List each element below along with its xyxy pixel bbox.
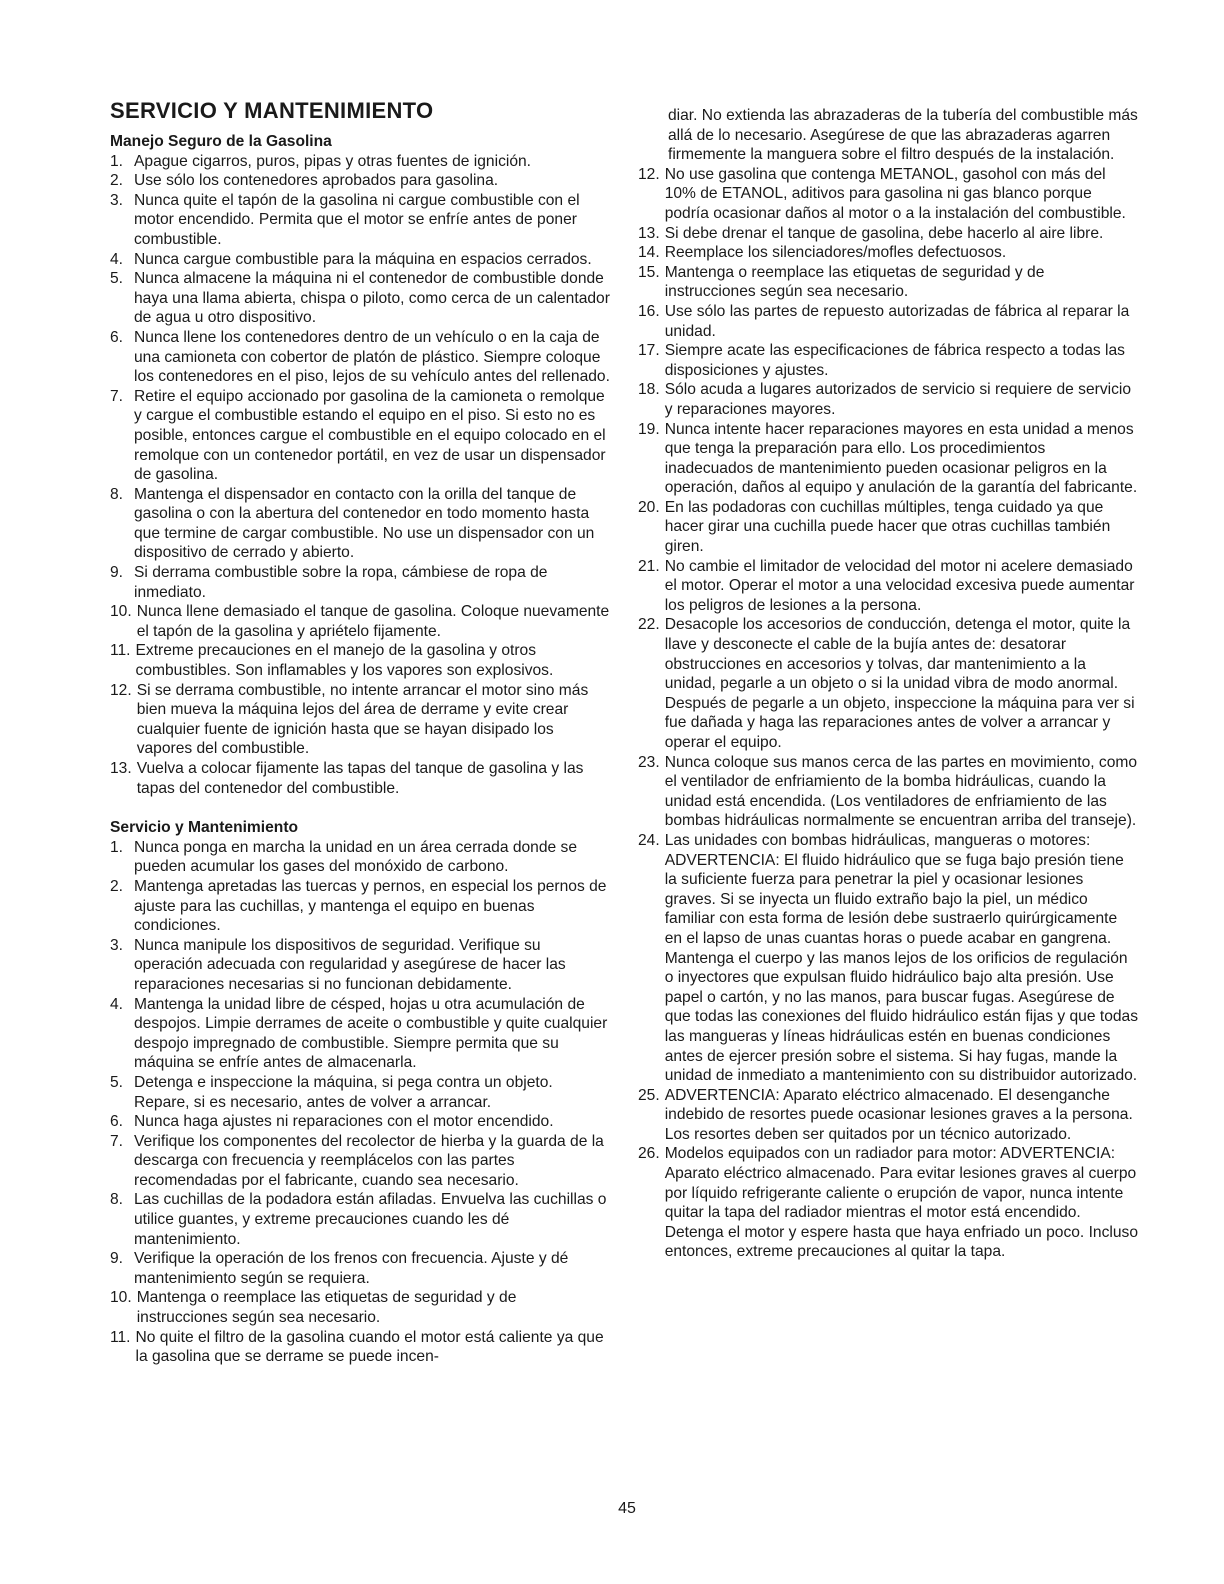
list-item-text: Mantenga el dispensador en contacto con la orilla del tanque de gasolina o con la abertura del contenedor en todo momento hasta que termine de cargar combustible. No use un dispensador con un dispositivo de cerrado y abierto.: [134, 485, 595, 562]
list-item-text: Nunca cargue combustible para la máquina en espacios cerrados.: [134, 250, 592, 268]
service-item: [638, 1144, 1138, 1262]
list-item-number: 4.: [110, 995, 124, 1013]
service-item: [638, 341, 1138, 380]
list-item-number: 1.: [110, 838, 124, 856]
list-item-number: 10.: [110, 1289, 132, 1307]
list-item-text: Nunca llene demasiado el tanque de gasolina. Coloque nuevamente el tapón de la gasolina y apriételo fijamente.: [136, 603, 610, 640]
list-item-text: Apague cigarros, puros, pipas y otras fuentes de ignición.: [134, 152, 532, 170]
list-item-number: 17.: [638, 342, 660, 360]
service-item: [638, 165, 1138, 224]
list-item-text: ADVERTENCIA: Aparato eléctrico almacenado. El desenganche indebido de resortes puede ocasionar lesiones graves a la persona. Los resortes deben ser quitados por un técnico autorizado.: [664, 1086, 1133, 1143]
list-item-text: Nunca manipule los dispositivos de seguridad. Verifique su operación adecuada con regularidad y asegúrese de hacer las reparaciones necesarias si no funcionan debidamente.: [134, 936, 566, 993]
gasoline-safety-item: [110, 328, 610, 387]
gasoline-safety-item: [110, 152, 610, 172]
list-item-text: Use sólo los contenedores aprobados para gasolina.: [134, 172, 499, 190]
list-item-number: 20.: [638, 498, 660, 516]
service-item: [638, 498, 1138, 557]
list-item-text: Vuelva a colocar fijamente las tapas del tanque de gasolina y las tapas del contenedor del combustible.: [136, 760, 584, 797]
list-item-text: Mantenga o reemplace las etiquetas de seguridad y de instrucciones según sea necesario.: [664, 263, 1045, 301]
section-heading-service: Servicio y Mantenimiento: [110, 819, 299, 837]
list-item-text: Si debe drenar el tanque de gasolina, debe hacerlo al aire libre.: [664, 224, 1104, 242]
list-item-number: 24.: [638, 831, 660, 849]
service-item: [638, 243, 1138, 263]
list-item-text: Nunca ponga en marcha la unidad en un área cerrada donde se pueden acumular los gases del monóxido de carbono.: [134, 838, 578, 876]
list-item-number: 11.: [110, 642, 131, 660]
list-item-text: Nunca haga ajustes ni reparaciones con el motor encendido.: [134, 1113, 554, 1131]
list-item-number: 9.: [110, 1250, 124, 1268]
list-item-number: 12.: [638, 165, 660, 183]
list-item-text: Mantenga apretadas las tuercas y pernos, en especial los pernos de ajuste para las cuchillas, y mantenga el equipo en buenas condiciones.: [134, 877, 607, 935]
list-item-number: 8.: [110, 1191, 124, 1209]
list-item-number: 3.: [110, 936, 124, 954]
service-item: [638, 380, 1138, 419]
list-item-number: 16.: [638, 302, 660, 320]
list-item-text: No cambie el limitador de velocidad del motor ni acelere demasiado el motor. Operar el motor a una velocidad excesiva puede aumentar los peligros de lesiones a la persona.: [664, 557, 1135, 614]
list-item-text: Desacople los accesorios de conducción, detenga el motor, quite la llave y desconecte el cable de la bujía antes de: desatorar obstrucciones en accesorios y tolvas, dar mantenimiento a la unidad, pegarle a un objeto o si la unidad vibra de modo anormal. Después de pegarle a un objeto, inspeccione la máquina para ver si fue dañada y haga las reparaciones antes de volver a arrancar y operar el equipo.: [664, 616, 1135, 751]
list-item-text: Si derrama combustible sobre la ropa, cámbiese de ropa de inmediato.: [134, 564, 548, 601]
service-list: [110, 838, 610, 1367]
list-item-number: 13.: [110, 760, 132, 777]
list-item-text: Sólo acuda a lugares autorizados de servicio si requiere de servicio y reparaciones mayores.: [664, 381, 1132, 418]
service-item: [638, 420, 1138, 498]
list-item-number: 1.: [110, 152, 124, 170]
list-item-number: 18.: [638, 381, 660, 399]
gasoline-safety-item: [110, 563, 610, 602]
list-item-text: Verifique la operación de los frenos con frecuencia. Ajuste y dé mantenimiento según se requiera.: [134, 1250, 569, 1287]
list-item-number: 5.: [110, 1073, 124, 1091]
gasoline-safety-list: [110, 152, 610, 799]
list-item-text: Nunca intente hacer reparaciones mayores en esta unidad a menos que tenga la preparación para ello. Los procedimientos inadecuados de mantenimiento pueden ocasionar peligros en la operación, daños al equipo y anulación de la garantía del fabricante.: [664, 420, 1138, 497]
service-item: [110, 1073, 610, 1112]
service-item: [110, 1288, 610, 1327]
list-item-number: 21.: [638, 557, 660, 575]
list-item-number: 23.: [638, 753, 660, 771]
list-item-text: Nunca quite el tapón de la gasolina ni cargue combustible con el motor encendido. Permita que el motor se enfríe antes de poner combustible.: [134, 191, 580, 248]
list-item-text: Reemplace los silenciadores/mofles defectuosos.: [664, 244, 1007, 262]
list-item-number: 7.: [110, 1132, 124, 1150]
list-item-text: Mantenga o reemplace las etiquetas de seguridad y de instrucciones según sea necesario.: [136, 1289, 517, 1327]
list-item-text: No quite el filtro de la gasolina cuando el motor está caliente ya que la gasolina que se derrame se puede incen-: [135, 1328, 604, 1366]
list-item-text: En las podadoras con cuchillas múltiples, tenga cuidado ya que hacer girar una cuchilla puede hacer que otras cuchillas también giren.: [664, 498, 1111, 556]
service-item: [110, 838, 610, 877]
page-title: SERVICIO Y MANTENIMIENTO: [110, 98, 434, 123]
list-item-text: Use sólo las partes de repuesto autorizadas de fábrica al reparar la unidad.: [664, 302, 1130, 340]
service-item: [638, 263, 1138, 302]
gasoline-safety-item: [110, 681, 610, 759]
list-item-text: Detenga e inspeccione la máquina, si pega contra un objeto. Repare, si es necesario, antes de volver a arrancar.: [134, 1073, 553, 1111]
list-item-number: 6.: [110, 1113, 124, 1131]
list-item-text: Extreme precauciones en el manejo de la gasolina y otros combustibles. Son inflamables y los vapores son explosivos.: [135, 642, 554, 680]
list-item-number: 14.: [638, 244, 660, 262]
list-item-text: Retire el equipo accionado por gasolina de la camioneta o remolque y cargue el combustible estando el equipo en el piso. Si esto no es posible, entonces cargue el combustible en el equipo colocado en el remolque con un contenedor portátil, en vez de usar un dispensador de gasolina.: [134, 387, 606, 484]
gasoline-safety-item: [110, 387, 610, 485]
list-item-number: 11.: [110, 1328, 131, 1346]
list-item-text: Nunca almacene la máquina ni el contenedor de combustible donde haya una llama abierta, chispa o piloto, como cerca de un calentador de agua u otro dispositivo.: [134, 270, 610, 327]
list-item-number: 10.: [110, 603, 132, 621]
list-item-text: Si se derrama combustible, no intente arrancar el motor sino más bien mueva la máquina lejos del área de derrame y evite crear cualquier fuente de ignición hasta que se hayan disipado los vapores del combustible.: [136, 681, 589, 758]
list-item-number: 3.: [110, 191, 124, 209]
service-item: [638, 831, 1138, 1086]
list-item-number: 5.: [110, 270, 124, 288]
list-item-number: 15.: [638, 263, 660, 281]
service-item: [638, 615, 1138, 752]
list-item-number: 12.: [110, 681, 132, 699]
service-item: [638, 753, 1138, 831]
left-column: [110, 98, 610, 1367]
list-item-number: 19.: [638, 420, 660, 438]
right-column: [638, 106, 1138, 1262]
gasoline-safety-item: [110, 269, 610, 328]
page-number: 45: [618, 1500, 636, 1517]
service-list-continued: [638, 165, 1138, 1262]
gasoline-safety-item: [110, 485, 610, 563]
list-item-text: Siempre acate las especificaciones de fábrica respecto a todas las disposiciones y ajustes.: [664, 342, 1125, 379]
list-item-text: Las unidades con bombas hidráulicas, mangueras o motores: ADVERTENCIA: El fluido hidráulico que se fuga bajo presión tiene la suficiente fuerza para penetrar la piel y ocasionar lesiones graves. Si se inyecta un fluido extraño bajo la piel, un médico familiar con esta forma de lesión debe sustraerlo quirúrgicamente en el lapso de unas cuantas horas o puede acabar en gangrena. Mantenga el cuerpo y las manos lejos de los orificios de regulación o inyectores que expulsan fluido hidráulico bajo alta presión. Use papel o cartón, y no las manos, para buscar fugas. Asegúrese de que todas las conexiones del fluido hidráulico están fijas y que todas las mangueras y líneas hidráulicas estén en buenas condiciones antes de ejercer presión sobre el sistema. Si hay fugas, mande la unidad de inmediato a mantenimiento con su distribuidor autorizado.: [664, 831, 1139, 1085]
list-item-number: 6.: [110, 328, 124, 346]
gasoline-safety-item: [110, 759, 610, 798]
service-item: [110, 1190, 610, 1249]
list-item-number: 9.: [110, 564, 124, 582]
list-item-text: Modelos equipados con un radiador para motor: ADVERTENCIA: Aparato eléctrico almacenado. Para evitar lesiones graves al cuerpo por líquido refrigerante caliente o erupción de vapor, nunca intente quitar la tapa del radiador mientras el motor está encendido. Detenga el motor y espere hasta que haya enfriado un poco. Incluso entonces, extreme precauciones al quitar la tapa.: [664, 1145, 1139, 1261]
list-item-number: 22.: [638, 616, 660, 634]
service-item: [638, 557, 1138, 616]
service-item: [110, 1328, 610, 1367]
service-item: [638, 1086, 1138, 1145]
list-item-number: 8.: [110, 485, 124, 503]
list-item-number: 2.: [110, 877, 124, 895]
service-item: [110, 936, 610, 995]
service-item-11-continuation: diar. No extienda las abrazaderas de la tubería del combustible más allá de lo necesario. Asegúrese de que las abrazaderas agarren firmemente la manguera sobre el filtro después de la instalación.: [668, 107, 1138, 164]
list-item-text: Las cuchillas de la podadora están afiladas. Envuelva las cuchillas o utilice guantes, y extreme precauciones cuando les dé mantenimiento.: [134, 1191, 607, 1248]
gasoline-safety-item: [110, 250, 610, 270]
list-item-text: Verifique los componentes del recolector de hierba y la guarda de la descarga con frecuencia y reemplácelos con las partes recomendadas por el fabricante, cuando sea necesario.: [134, 1132, 604, 1189]
gasoline-safety-item: [110, 602, 610, 641]
section-heading-gasoline: Manejo Seguro de la Gasolina: [110, 133, 332, 150]
gasoline-safety-item: [110, 641, 610, 680]
list-item-number: 4.: [110, 250, 124, 268]
service-item: [110, 877, 610, 936]
list-item-text: No use gasolina que contenga METANOL, gasohol con más del 10% de ETANOL, aditivos para gasolina ni gas blanco porque podría ocasionar daños al motor o a la instalación del combustible.: [664, 165, 1126, 222]
service-item: [110, 1249, 610, 1288]
list-item-text: Mantenga la unidad libre de césped, hojas u otra acumulación de despojos. Limpie derrames de aceite o combustible y quite cualquier despojo impregnado de combustible. Siempre permita que su máquina se enfríe antes de almacenarla.: [134, 995, 608, 1072]
service-item: [110, 1112, 610, 1132]
gasoline-safety-item: [110, 191, 610, 250]
service-item: [110, 1132, 610, 1191]
list-item-number: 25.: [638, 1086, 660, 1104]
service-item: [638, 224, 1138, 244]
service-item: [638, 302, 1138, 341]
list-item-number: 7.: [110, 387, 124, 405]
gasoline-safety-item: [110, 171, 610, 191]
list-item-number: 2.: [110, 172, 124, 190]
list-item-text: Nunca coloque sus manos cerca de las partes en movimiento, como el ventilador de enfriamiento de la bomba hidráulicas, cuando la unidad está encendida. (Los ventiladores de enfriamiento de las bombas hidráulicas normalmente se encuentran arriba del transeje).: [664, 753, 1138, 830]
service-item: [110, 995, 610, 1073]
list-item-number: 26.: [638, 1145, 660, 1163]
list-item-number: 13.: [638, 224, 660, 242]
list-item-text: Nunca llene los contenedores dentro de un vehículo o en la caja de una camioneta con cobertor de platón de plástico. Siempre coloque los contenedores en el piso, lejos de su vehículo antes del rellenado.: [134, 328, 610, 386]
